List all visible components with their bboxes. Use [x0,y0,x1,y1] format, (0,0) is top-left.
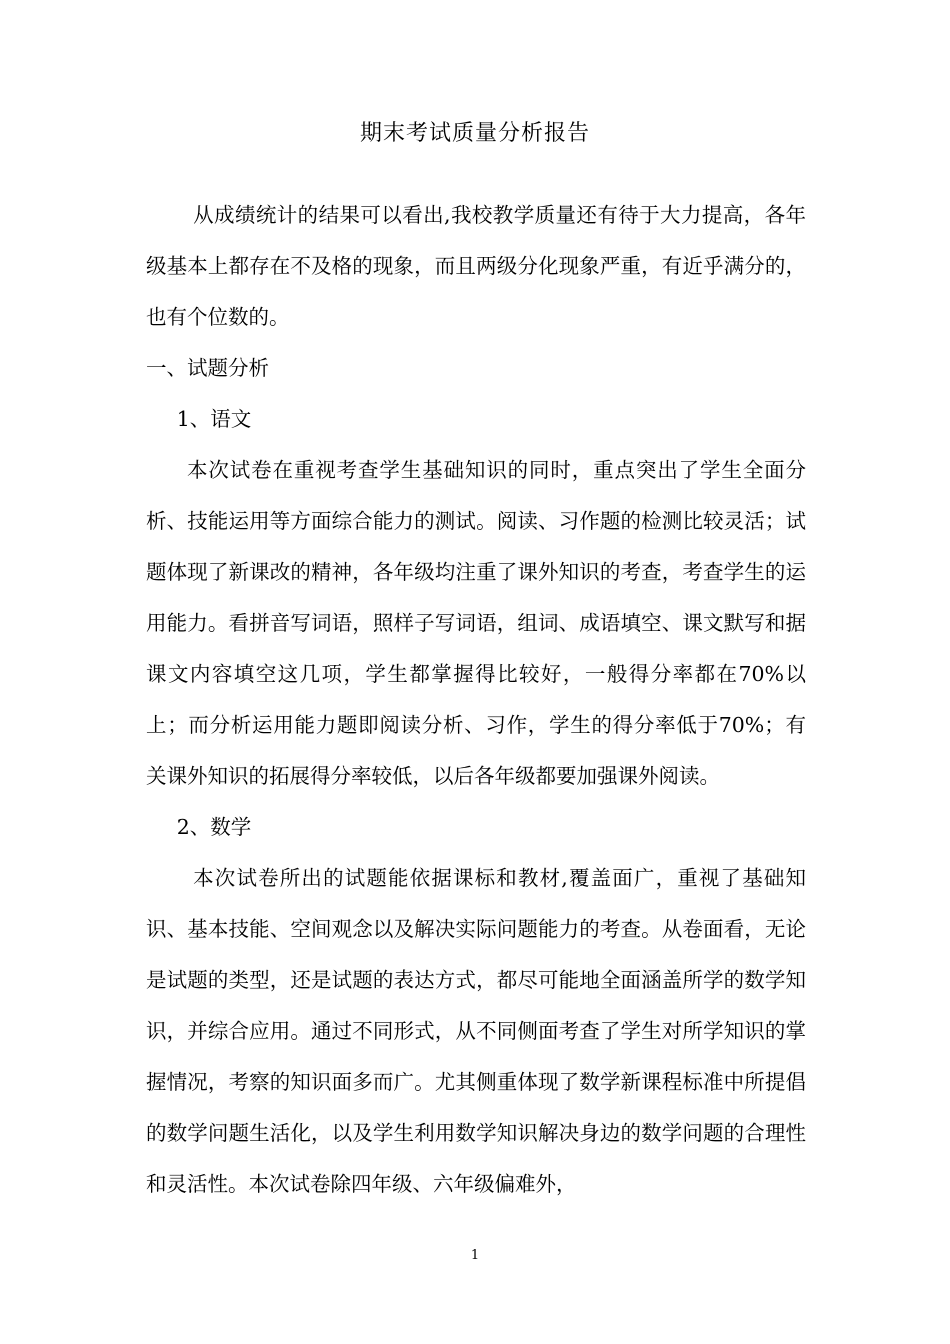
document-body [146,190,806,1210]
page-number: 1 [470,1248,480,1263]
section-heading-test-analysis: 一、试题分析 [146,356,269,380]
document-title: 期末考试质量分析报告 [359,121,590,146]
intro-paragraph: 从成绩统计的结果可以看出,我校教学质量还有待于大力提高，各年级基本上都存在不及格的现象，而且两级分化现象严重，有近乎满分的，也有个位数的。 [146,203,806,329]
math-analysis-paragraph: 本次试卷所出的试题能依据课标和教材,覆盖面广，重视了基础知识、基本技能、空间观念以及解决实际问题能力的考查。从卷面看，无论是试题的类型，还是试题的表达方式，都尽可能地全面涵盖所学的数学知识，并综合应用。通过不同形式，从不同侧面考查了学生对所学知识的掌握情况，考察的知识面多而广。尤其侧重体现了数学新课程标准中所提倡的数学问题生活化，以及学生利用数学知识解决身边的数学问题的合理性和灵活性。本次试卷除四年级、六年级偏难外， [146,866,806,1196]
subsection-heading-chinese: 1、语文 [176,407,252,431]
subsection-heading-math: 2、数学 [176,815,252,839]
chinese-analysis-paragraph: 本次试卷在重视考查学生基础知识的同时，重点突出了学生全面分析、技能运用等方面综合能力的测试。阅读、习作题的检测比较灵活；试题体现了新课改的精神，各年级均注重了课外知识的考查，考查学生的运用能力。看拼音写词语，照样子写词语，组词、成语填空、课文默写和据课文内容填空这几项，学生都掌握得比较好，一般得分率都在70%以上；而分析运用能力题即阅读分析、习作，学生的得分率低于70%；有关课外知识的拓展得分率较低，以后各年级都要加强课外阅读。 [146,458,806,788]
